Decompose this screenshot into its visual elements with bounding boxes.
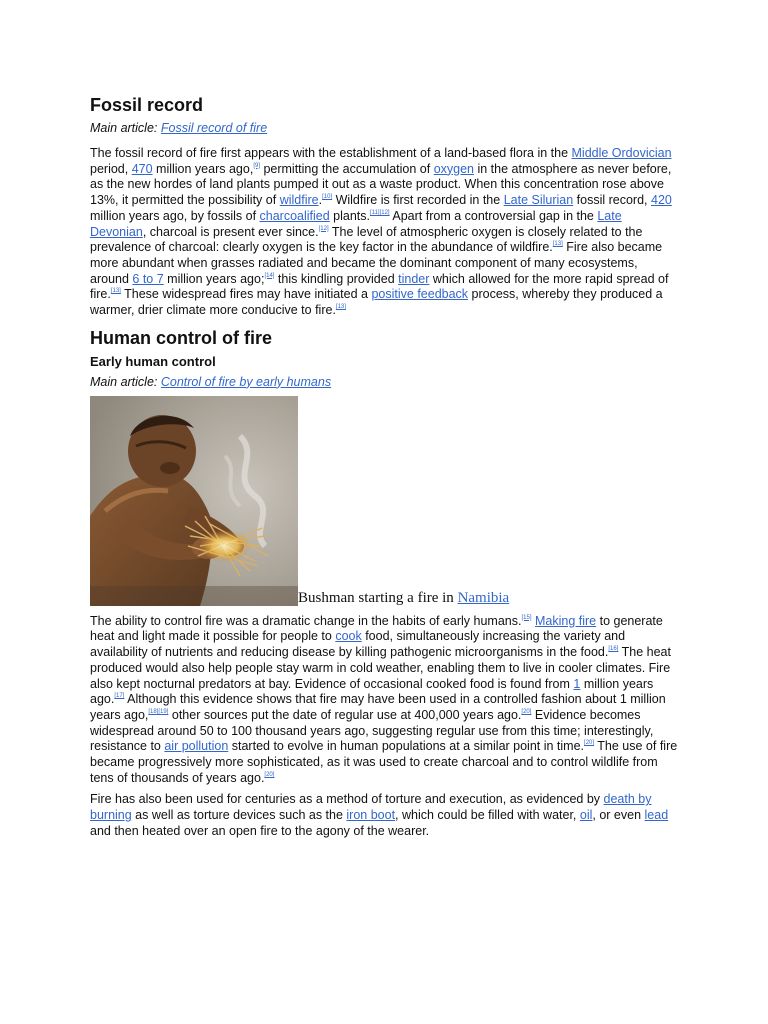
main-article-note xyxy=(90,374,678,390)
text-run: million years ago; xyxy=(163,271,265,286)
human-control-paragraph xyxy=(90,614,678,787)
inline-link[interactable]: wildfire xyxy=(279,193,319,208)
inline-link[interactable]: Late Silurian xyxy=(503,193,574,208)
main-article-link-control-of-fire[interactable]: Control of fire by early humans xyxy=(160,374,332,389)
text-run: this kindling provided xyxy=(274,271,399,286)
citation-ref[interactable]: [15] xyxy=(521,614,532,621)
article-content xyxy=(90,94,678,846)
text-run: Fire also became more abundant when grasses radiated and became the dominant component of many ecosystems, around xyxy=(90,240,663,286)
citation-ref[interactable]: [13] xyxy=(552,241,563,248)
text-run: permitting the accumulation of xyxy=(259,161,434,176)
text-run: which allowed for the more rapid spread of fire. xyxy=(90,271,669,302)
main-article-prefix: Main article: xyxy=(90,374,161,389)
text-run: million years ago. xyxy=(90,676,654,707)
citation-ref[interactable]: [20] xyxy=(521,708,532,715)
bushman-fire-photo[interactable] xyxy=(90,396,298,606)
text-run: Apart from a controversial gap in the xyxy=(389,208,598,223)
text-run: million years ago, by fossils of xyxy=(90,208,260,223)
text-run: , which could be filled with water, xyxy=(395,808,580,823)
inline-link[interactable]: death by burning xyxy=(90,792,652,823)
torture-paragraph xyxy=(90,792,678,839)
section-heading-human-control: Human control of fire xyxy=(90,327,273,348)
citation-ref[interactable]: [11][12] xyxy=(370,209,390,216)
text-run: plants. xyxy=(329,208,371,223)
inline-link[interactable]: lead xyxy=(644,808,669,823)
inline-link[interactable]: Making fire xyxy=(534,613,597,628)
text-run: million years ago, xyxy=(152,161,254,176)
main-article-link-fossil-record-of-fire[interactable]: Fossil record of fire xyxy=(160,121,268,135)
inline-link[interactable]: Late Devonian xyxy=(90,208,622,239)
text-run: The ability to control fire was a dramatic change in the habits of early humans. xyxy=(90,613,522,628)
text-run: , or even xyxy=(592,808,645,823)
text-run: fossil record, xyxy=(573,193,651,208)
inline-link[interactable]: cook xyxy=(335,629,362,644)
inline-link[interactable]: tinder xyxy=(398,271,430,286)
inline-link[interactable]: oxygen xyxy=(433,161,474,176)
text-run: , charcoal is present ever since. xyxy=(142,224,319,239)
inline-link[interactable]: oil xyxy=(579,808,593,823)
section-heading-fossil-record: Fossil record xyxy=(90,95,204,115)
citation-ref[interactable]: [16] xyxy=(608,646,619,653)
citation-ref[interactable]: [13] xyxy=(110,288,121,295)
text-run: other sources put the date of regular use at 400,000 years ago. xyxy=(168,707,522,722)
main-article-prefix: Main article: xyxy=(90,121,161,135)
citation-ref[interactable]: [13] xyxy=(335,304,346,311)
text-run: to generate heat and light made it possible for people to xyxy=(90,613,663,644)
caption-text: Bushman starting a fire in xyxy=(298,589,458,606)
citation-ref[interactable]: [14] xyxy=(264,272,275,279)
text-run: The heat produced would also help people stay warm in cold weather, enabling them to live in cooler climates. Fire also kept nocturnal predators at bay. Evidence of occasional cooked food is found from xyxy=(90,645,671,691)
inline-link[interactable]: charcoalified xyxy=(259,208,330,223)
citation-ref[interactable]: [9] xyxy=(253,162,260,169)
text-run: The level of atmospheric oxygen is closely related to the prevalence of charcoal: clearly oxygen is the key factor in the abundance of wildfire. xyxy=(90,224,643,255)
citation-ref[interactable]: [12] xyxy=(318,225,329,232)
text-run: The fossil record of fire first appears with the establishment of a land-based flora in the xyxy=(90,146,572,160)
text-run: Although this evidence shows that fire may have been used in a controlled fashion about 1 million years ago, xyxy=(90,692,666,722)
text-run: in the atmosphere as never before, as the new hordes of land plants pumped it out as a waste product. When this concentration rose above 13%, it permitted the possibility of xyxy=(90,161,672,208)
figure-caption xyxy=(298,591,509,606)
text-run: The use of fire became progressively more sophisticated, as it was used to create charcoal and to control wildlife from tens of thousands of years ago. xyxy=(90,739,678,785)
text-run: . xyxy=(318,193,323,208)
citation-ref[interactable]: [20] xyxy=(584,740,595,747)
inline-link[interactable]: iron boot xyxy=(346,808,396,823)
text-run: Fire has also been used for centuries as a method of torture and execution, as evidenced by xyxy=(90,792,604,807)
text-run: These widespread fires may have initiated a xyxy=(120,287,372,302)
main-article-note xyxy=(90,120,678,136)
text-run: Wildfire is first recorded in the xyxy=(332,193,504,208)
inline-link[interactable]: 470 xyxy=(131,161,153,176)
text-run: food, simultaneously increasing the variety and availability of nutrients and reducing disease by killing pathogenic microorganisms in the food. xyxy=(90,629,626,660)
inline-link[interactable]: Middle Ordovician xyxy=(571,146,672,160)
text-run: started to evolve in human populations at a similar point in time. xyxy=(228,739,585,754)
citation-ref[interactable]: [20] xyxy=(264,771,275,778)
inline-link[interactable]: 1 xyxy=(573,676,581,691)
inline-link[interactable]: 6 to 7 xyxy=(132,271,164,286)
text-run: as well as torture devices such as the xyxy=(131,808,347,823)
text-run: Evidence becomes widespread around 50 to 100 thousand years ago, suggesting regular use from this time; interestingly, resistance to xyxy=(90,707,654,754)
subsection-heading-early-human-control: Early human control xyxy=(90,353,216,369)
inline-link[interactable]: 420 xyxy=(651,193,672,208)
inline-link[interactable]: positive feedback xyxy=(371,287,469,302)
text-run: and then heated over an open fire to the agony of the wearer. xyxy=(90,823,430,838)
caption-link-namibia[interactable]: Namibia xyxy=(457,589,510,606)
citation-ref[interactable]: [18][19] xyxy=(148,708,169,715)
bushman-fire-illustration xyxy=(90,396,298,606)
text-run: period, xyxy=(90,161,132,176)
figure-bushman xyxy=(90,396,678,606)
inline-link[interactable]: air pollution xyxy=(164,739,229,754)
citation-ref[interactable]: [17] xyxy=(114,693,125,700)
citation-ref[interactable]: [10] xyxy=(322,194,333,201)
fossil-record-paragraph xyxy=(90,146,678,319)
text-run: process, whereby they produced a warmer, drier climate more conducive to fire. xyxy=(90,287,663,318)
